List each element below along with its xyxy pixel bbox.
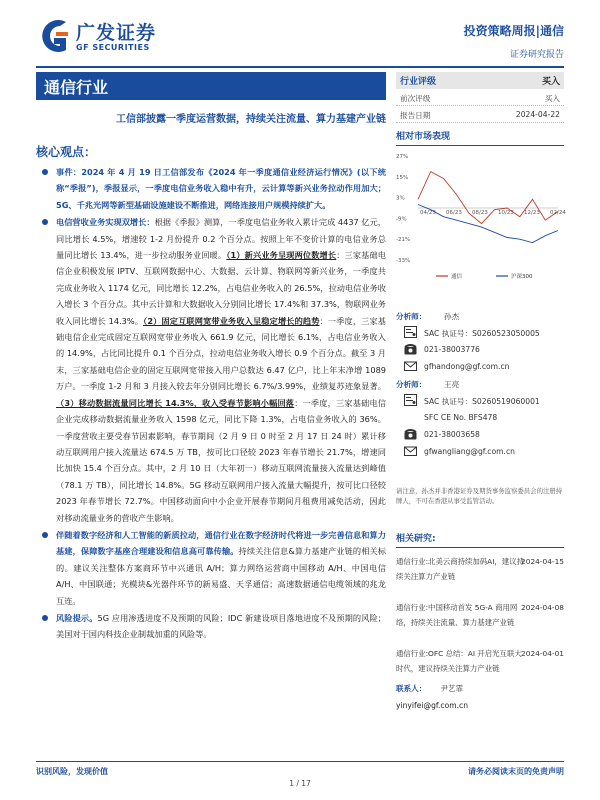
bullet-icon (42, 219, 48, 225)
revenue-text-d: ：一季度，三家基础电信企业完成移动数据流量业务收入 1598 亿元，同比下降 1.3%，占电信业务收入的 36%。一季度营收主要受春节因素影响，春节期间（2 月 9 日 0 时至 2 月 17 日 24 时）累计移动互联网用户接入流量达 674.5 万 TB，按可比口径较 2023 年春节增长 21.7%，增速同比加快 15.4 个百分点。其中，2 月 10 日（大年初一）移动互联网流量接入流量达到峰值（78.1 万 TB），同比增长 14.8%。5G 移动互联网用户接入流量大幅提升，按可比口径较 2023 年春节增长 72.7%。中国移动面向中小企业开展春节期间月租费用减免活动，因此对移动流量业务的营收产生影响。 (56, 397, 386, 523)
analyst-1-name: 孙杰 (444, 312, 460, 321)
y-tick-label: 3% (396, 195, 405, 202)
mobile-data-subheading: （3）移动数据流量同比增长 14.3%，收入受春节影响小幅回落 (56, 397, 295, 408)
revenue-text-a: 根据《季报》测算，一季度电信业务收入累计完成 4437 亿元，同比增长 4.5%，增速较 1-2 月份提升 0.2 个百分点。按照上年不变价计算的电信业务总量同比增长 13.4%，进一步拉动服务业回暖。 (56, 217, 386, 261)
emerging-business-subheading: （1）新兴业务呈现两位数增长 (226, 250, 337, 261)
analyst-1-phone[interactable]: 021-38003776 (424, 345, 480, 354)
analyst-2-sac: SAC 执证号：S0260519060001 (424, 397, 540, 406)
analysts-block (396, 307, 564, 460)
analyst-label: 分析师： (396, 380, 427, 389)
analyst-2-sac-row (396, 392, 564, 409)
telecom-revenue-paragraph (40, 214, 386, 526)
chart-title: 相对市场表现 (396, 123, 564, 146)
bullet-icon (42, 532, 48, 538)
bullet-icon (42, 169, 48, 175)
analyst-1-sac-row (396, 324, 564, 341)
related-item-title[interactable]: 通信行业:中国移动首发 5G-A 商用网络，持续关注流量、算力基建产业链 (396, 603, 518, 627)
analyst-2-phone-row (396, 426, 564, 443)
related-item-title[interactable]: 通信行业:OFC 总结：AI 开启光互联大时代，建议持续关注算力产业链 (396, 649, 522, 673)
brand-name-cn: 广发证券 (76, 22, 157, 44)
related-item-date: 2024-04-08 (521, 603, 564, 612)
brand-logo (36, 18, 186, 58)
related-research (396, 525, 564, 692)
analyst-2-email[interactable]: gfwangliang@gf.com.cn (424, 447, 515, 456)
phone-icon (404, 343, 417, 355)
report-date-value: 2024-04-22 (515, 110, 560, 119)
email-icon (404, 360, 417, 372)
report-type-block (464, 22, 564, 60)
report-date-row (396, 106, 564, 123)
previous-rating-label: 前次评级 (400, 94, 431, 103)
y-tick-label: 27% (396, 154, 409, 160)
revenue-text-b: ：三家基础电信企业积极发展 IPTV、互联网数据中心、大数据、云计算、物联网等新兴业务，一季度共完成业务收入 1174 亿元，同比增长 12.2%，占电信业务收入的 26.5%，拉动电信业务收入增长 3 个百分点。其中云计算和大数据收入分别同比增长 17.4%和 37.3%，物联网业务收入同比增长 14.3%。 (56, 250, 386, 326)
report-subtype: 证券研究报告 (509, 50, 564, 60)
y-tick-label: 15% (396, 174, 409, 181)
report-headline: 工信部披露一季度运营数据，持续关注流量、算力基建产业链 (116, 114, 386, 125)
contact-name: 尹艺霏 (440, 684, 464, 693)
x-tick-label: 04/23 (420, 210, 436, 216)
analyst-2-sfc-row (396, 409, 564, 426)
analyst-1-sac: SAC 执证号：S0260523050005 (424, 329, 540, 338)
footer-disclaimer-link[interactable]: 请务必阅读末页的免责声明 (468, 767, 564, 776)
related-title: 相关研究: (396, 525, 564, 548)
page-number: 1 / 17 (289, 779, 311, 788)
x-tick-label: 10/23 (498, 210, 514, 216)
analyst-1-email[interactable]: gfhandong@gf.com.cn (424, 362, 510, 371)
phone-icon (404, 428, 417, 440)
risk-lead: 风险提示。 (56, 612, 98, 623)
event-paragraph (40, 164, 386, 213)
analyst-1-phone-row (396, 341, 564, 358)
outlook-paragraph (40, 527, 386, 609)
footer-slogan: 识别风险，发现价值 (36, 767, 108, 776)
y-tick-label: -33% (396, 258, 411, 264)
contact-title: 联系人： 尹艺霏 (396, 684, 464, 693)
report-date-label: 报告日期 (400, 111, 431, 120)
x-tick-label: 08/23 (472, 210, 488, 216)
y-tick-label: -9% (396, 216, 407, 223)
previous-rating-row (396, 89, 564, 106)
core-views-title: 核心观点： (36, 145, 97, 159)
analyst-2-email-row (396, 443, 564, 460)
certificate-icon (404, 394, 417, 406)
email-icon (404, 445, 417, 457)
broadband-subheading: （2）固定互联网宽带业务收入呈稳定增长的趋势 (143, 315, 320, 326)
x-tick-label: 12/23 (524, 210, 540, 216)
certificate-icon (404, 326, 417, 338)
bullet-icon (42, 615, 48, 621)
risk-text: 5G 应用渗透进度不及预期的风险；IDC 新建设项目落地进度不及预期的风险；美国对于国内科技企业制裁加重的风险等。 (56, 612, 386, 640)
gf-logo-icon (36, 18, 70, 54)
rating-value: 买入 (541, 77, 560, 87)
event-text: 2024 年 4 月 19 日工信部发布《2024 年一季度通信业经济运行情况》(以下统称“季报”)，季报显示，一季度电信业务收入稳中有升，云计算等新兴业务拉动作用加大；5G、千兆光网等新型基础设施建设不断推进，网络连接用户规模持续扩大。 (56, 167, 386, 210)
y-tick-label: -21% (396, 237, 411, 244)
industry-banner (36, 72, 386, 100)
analyst-2-name-row (396, 375, 564, 392)
risk-paragraph (40, 610, 386, 643)
related-item[interactable] (396, 554, 564, 600)
sidebar (396, 72, 564, 290)
analyst-1-email-row (396, 358, 564, 375)
contact-block (396, 680, 564, 714)
related-item-title[interactable]: 通信行业:北美云商持续加码AI，建议持续关注算力产业链 (396, 557, 524, 581)
main-content (40, 164, 386, 644)
brand-name-en: GF SECURITIES (76, 43, 150, 52)
revenue-text-c: ：一季度，三家基础电信企业完成固定互联网宽带业务收入 661.9 亿元，同比增长 6.1%，占电信业务收入的 14.9%，占比同比提升 0.1 个百分点，拉动电信业务收入增长 0.9 个百分点。截至 3 月末，三家基础电信企业的固定互联网宽带接入用户总数达 6.47 亿户，比上年末净增 1089 万户。一季度 1-2 月和 3 月接入较去年分别同比增长 6.7%/3.99%，业绩复苏迹象显著。 (56, 315, 386, 392)
outlook-lead: 伴随着数字经济和人工智能的新质拉动，通信行业在数字经济时代将进一步完善信息和算力基建，保障数字基座合理建设和信息高可靠传输。 (56, 529, 386, 557)
related-item[interactable] (396, 600, 564, 646)
rating-label: 行业评级 (400, 77, 437, 87)
analyst-2-name: 王亮 (444, 380, 460, 389)
previous-rating-value: 买入 (544, 94, 560, 103)
x-tick-label: 06/23 (446, 210, 462, 216)
outlook-text: 持续关注信息&算力基建产业链的相关标的。建议关注整体方案商环节中兴通讯 A/H；算力网络运营商中国移动 A/H、中国电信 A/H、中国联通；光模块&光器件环节的新易盛、天孚通信；高速数据通信电缆领域的兆龙互连。 (56, 546, 386, 606)
revenue-lead: 电信营收业务实现双增长： (56, 217, 155, 228)
analyst-2-phone[interactable]: 021-38003658 (424, 430, 480, 439)
related-item-date: 2024-04-15 (521, 557, 564, 566)
footer-divider (36, 761, 564, 762)
analyst-2-sfc: SFC CE No. BFS478 (424, 413, 498, 422)
rating-header (396, 72, 564, 89)
relative-performance-chart (396, 148, 564, 288)
header-divider (36, 66, 564, 68)
analyst-label: 分析师： (396, 312, 427, 321)
industry-title: 通信行业 (44, 78, 109, 97)
analyst-disclaimer: 请注意，孙杰并非香港证券及期货事务监察委员会的注册持牌人，不可在香港从事受监管活动。 (396, 487, 563, 505)
related-item-date: 2024-04-01 (521, 649, 564, 658)
contact-email[interactable]: yinyifei@gf.com.cn (396, 701, 469, 710)
legend-label: 通信 (451, 274, 463, 280)
report-type: 投资策略周报|通信 (463, 24, 564, 38)
analyst-1-name-row (396, 307, 564, 324)
event-lead: 事件： (56, 167, 82, 177)
legend-label: 沪深300 (511, 274, 533, 280)
x-tick-label: 02/24 (550, 210, 566, 216)
